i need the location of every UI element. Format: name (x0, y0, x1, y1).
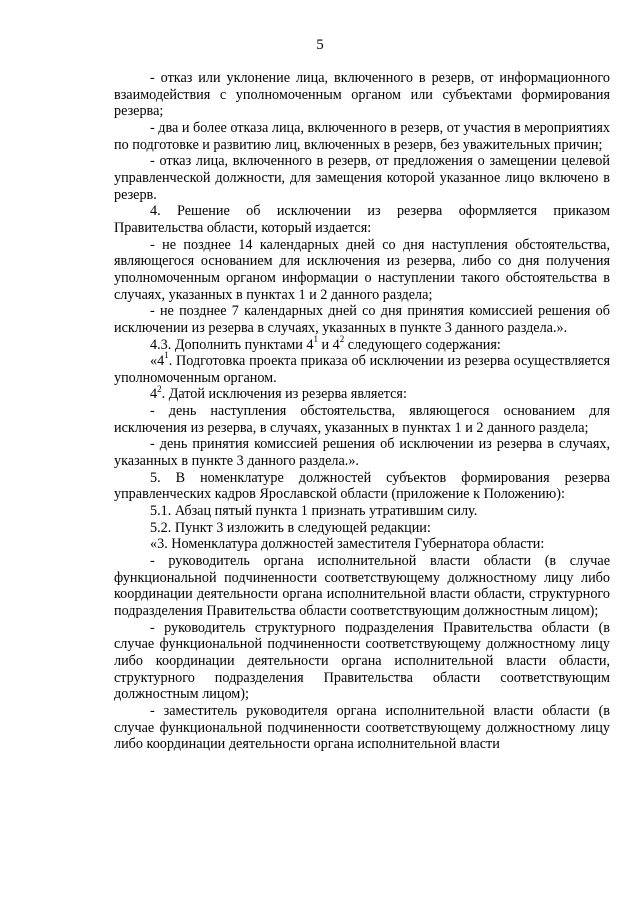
superscript: 1 (164, 350, 169, 361)
paragraph: - отказ или уклонение лица, включенного в резерв, от информационного взаимодействия с уполномоченным органом или субъектами формирования резерва; (114, 70, 610, 120)
paragraph: 4. Решение об исключении из резерва оформляется приказом Правительства области, который издается: (114, 203, 610, 236)
paragraph: - не позднее 14 календарных дней со дня наступления обстоятельства, являющегося основанием для исключения из резерва, либо со дня получения уполномоченным органом информации о наступлении такого обстоятельства в случаях, указанных в пунктах 1 и 2 данного раздела; (114, 236, 610, 303)
paragraph: 5. В номенклатуре должностей субъектов формирования резерва управленческих кадров Ярославской области (приложение к Положению): (114, 469, 610, 503)
paragraph: - отказ лица, включенного в резерв, от предложения о замещении целевой управленческой должности, для замещения которой указанное лицо включено в резерв. (114, 153, 610, 203)
paragraph: - два и более отказа лица, включенного в резерв, от участия в мероприятиях по подготовке и развитию лиц, включенных в резерв, без уважительных причин; (114, 119, 610, 153)
paragraph: - заместитель руководителя органа исполнительной власти области (в случае функциональной подчиненности соответствующему должностному лицу либо координации деятельности органа исполнительной власти (114, 702, 610, 753)
superscript: 1 (313, 333, 318, 344)
paragraph: - руководитель структурного подразделения Правительства области (в случае функциональной подчиненности соответствующему должностному лицу либо координации деятельности органа исполнительной власти области, структурного подразделения Правительства области соответствующим должностным лицом); (114, 619, 610, 703)
superscript: 2 (157, 383, 162, 394)
paragraph (114, 350, 610, 386)
text-run: «4 (150, 353, 165, 370)
paragraph: - день наступления обстоятельства, являющегося основанием для исключения из резерва, в случаях, указанных в пунктах 1 и 2 данного раздела; (114, 403, 610, 436)
page-number: 5 (316, 37, 324, 53)
superscript: 2 (339, 333, 345, 344)
text-run: 4.3. Дополнить пунктами 4 (150, 336, 314, 353)
paragraph: - руководитель органа исполнительной власти области (в случае функциональной подчиненности соответствующему должностному лицу либо координации деятельности органа исполнительной власти области, структурного подразделения Правительства области соответствующим должностным лицом); (114, 553, 610, 619)
text-run: . Подготовка проекта приказа об исключении из резерва осуществляется уполномоченным органом. (114, 353, 610, 386)
text-run: следующего содержания: (344, 336, 501, 353)
paragraph: «3. Номенклатура должностей заместителя Губернатора области: (150, 536, 545, 553)
text-run: и 4 (317, 336, 340, 353)
paragraph: - день принятия комиссией решения об исключении из резерва в случаях, указанных в пункте 3 данного раздела.». (114, 436, 610, 470)
document-body (114, 70, 610, 753)
text-run: . Датой исключения из резерва является: (161, 386, 407, 403)
paragraph (114, 333, 610, 354)
paragraph (114, 383, 610, 403)
paragraph: 5.1. Абзац пятый пункта 1 признать утратившим силу. (150, 503, 478, 520)
paragraph: 5.2. Пункт 3 изложить в следующей редакции: (150, 519, 431, 536)
text-run: 4 (150, 386, 158, 403)
paragraph: - не позднее 7 календарных дней со дня принятия комиссией решения об исключении из резерва в случаях, указанных в пункте 3 данного раздела.». (114, 303, 610, 336)
